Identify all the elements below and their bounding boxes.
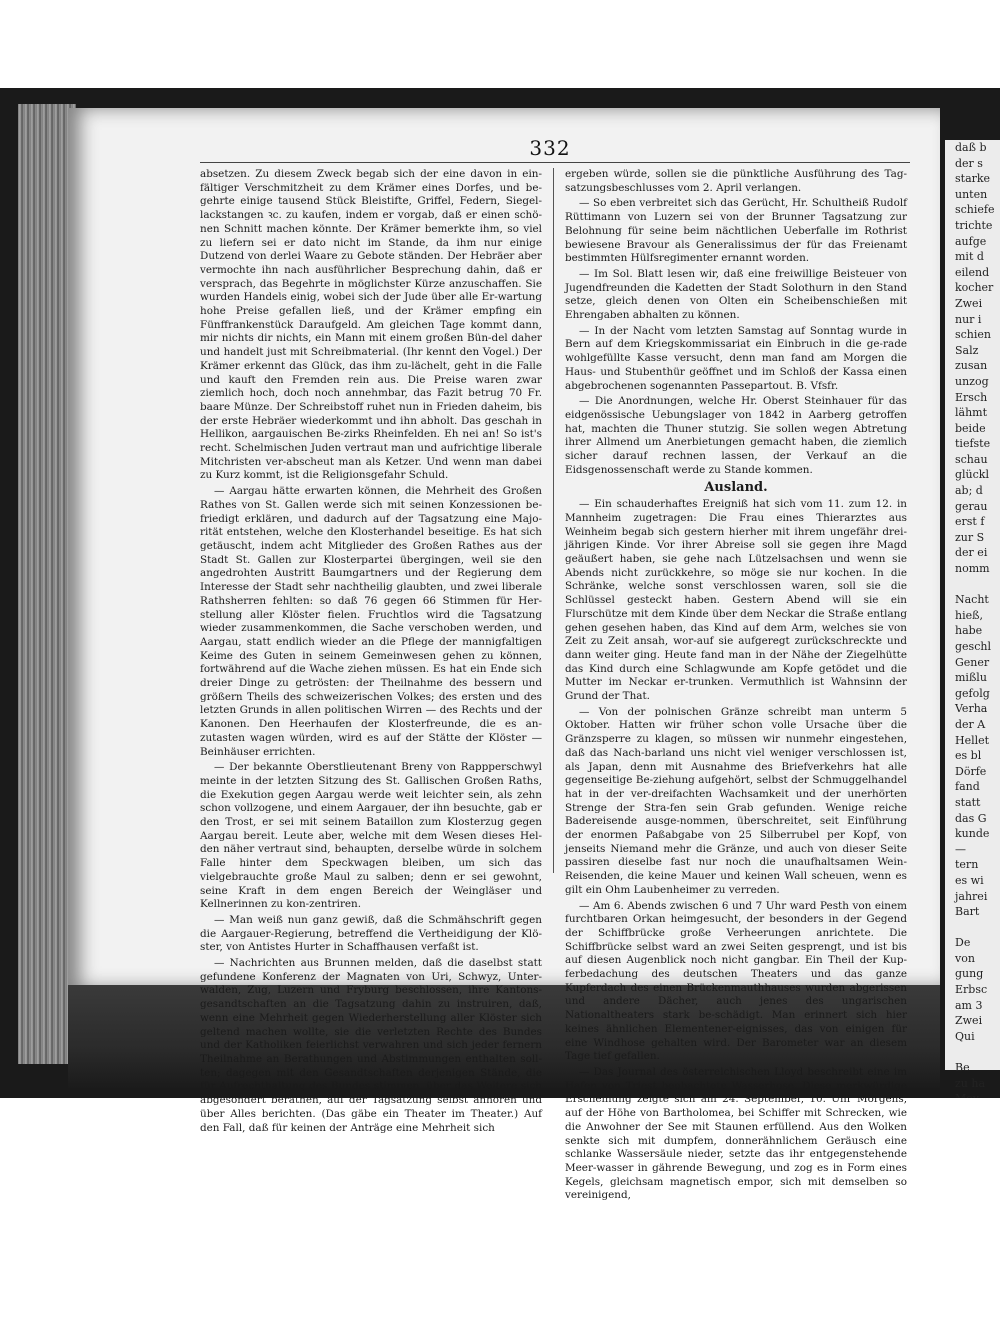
paragraph: absetzen. Zu diesem Zweck begab sich der eine davon in ein-fältiger Verschmitzheit zu dem Krämer eines Dorfes, und be-gehrte einige tausend Stück Bleistifte, Griffel, Federn, Siegel-lackstangen ꝛc. zu kaufen, indem er vorgab, daß er einen schö-nen Schnitt machen könnte. Der Krämer bemerkte ihm, so viel zu liefern sei er dato nicht im Stande, da ihm nur einige Dutzend von derlei Waare zu Gebote ständen. Der Hebräer aber vermochte ihn nach ausführlicher Besprechung dahin, daß er versprach, das Begehrte in möglichster Kürze anzuschaffen. Sie wurden Handels einig, wobei sich der Jude über alle Er-wartung hohe Preise gefallen ließ, und der Krämer empfing ein Fünffrankenstück Daraufgeld. Am gleichen Tage kommt dann, mir nichts dir nichts, ein Mann mit einem großen Bün-del daher und handelt just mit Schreibmaterial. (Ihr kennt den Vogel.) Der Krämer erkennt das Glück, das ihm zu-lächelt, geht in die Falle und kauft den Fremden rein aus. Die Preise waren zwar ziemlich hoch, doch noch annehmbar, das Fazit betrug 70 Fr. baare Münze. Der Schreibstoff ruhet nun in Frieden daheim, bis der erste Hebräer wiederkommt und ihn abholt. Das geschah in Hellikon, aargauischen Be-zirks Rheinfelden. Eh nei an! So ist's recht. Schelmischen Juden vertraut man und aufrichtige liberale Mitchristen ver-abscheut man als Ketzer. Und wenn man dabei zu Kurz kommt, ist die Religionsgefahr Schuld. xyxy=(200,168,542,482)
next-page-line: Bart xyxy=(955,905,980,919)
paragraph: — Ein schauderhaftes Ereigniß hat sich vom 11. zum 12. in Mannheim zugetragen: Die Frau eines Thierarztes aus Weinheim begab sich gestern hierher mit ihrem ungefähr drei-jährigen Kinde. Vor ihrer Abreise soll sie gegen ihre Magd geäußert haben, sie gehe nach Lützelsachsen und wenn sie Abends nicht zurückkehre, so möge sie nur kochen. In die Schränke, welche sonst verschlossen waren, soll sie die Schlüssel gesteckt haben. Gestern Abend will sie ein Flurschütze mit dem Kinde über dem Neckar die Straße entlang gehen gesehen haben, das Kind auf dem Arm, welches sie von Zeit zu Zeit ansah, wor-auf sie aufgeregt zurückschreckte und dann weiter ging. Heute fand man in der Nähe der Ziegelhütte das Kind durch eine Schlagwunde am Kopfe getödet und die Mutter im Neckar er-trunken. Vermuthlich ist Wahnsinn der Grund der That. xyxy=(565,498,907,703)
next-page-line: starke xyxy=(955,172,991,186)
next-page-line: beide xyxy=(955,421,986,435)
next-page-line: kocher xyxy=(955,281,994,295)
next-page-line: mit d xyxy=(955,250,984,264)
next-page-line: Qui xyxy=(955,1029,975,1043)
next-page-line xyxy=(945,920,1000,936)
next-page-line: schau xyxy=(955,452,988,466)
next-page-line: aufge xyxy=(955,234,987,248)
paragraph: — Von der polnischen Gränze schreibt man unterm 5 Oktober. Hatten wir früher schon volle Ursache über die Gränzsperre zu klagen, so müssen wir nunmehr eingestehen, daß das Nach-barland uns nicht viel weniger verschlossen ist, als Japan, denn mit Ausnahme des Briefverkehrs hat alle gegenseitige Be-ziehung aufgehört, selbst der Schmuggelhandel hat in der ver-dreifachten Wachsamkeit und der unerhörten Strenge der Stra-fen sein Grab gefunden. Wenige reiche Badereisende ausge-nommen, überschreitet, seit Einführung der enormen Paßabgabe von 25 Silberrubel per Kopf, von jenseits Niemand mehr die Gränze, und auch von dieser Seite passiren dieselbe fast nur noch die unaufhaltsamen Wein-Reisenden, die keine Mauer und keinen Wall scheuen, wenn es gilt ein Ohm Laubenheimer zu verreden. xyxy=(565,705,907,896)
next-page-line: Hellet xyxy=(955,733,990,747)
next-page-line: Be xyxy=(955,1061,970,1075)
next-page-line: tern xyxy=(955,858,979,872)
next-page-line: daß b xyxy=(955,141,987,154)
next-page-line: nomm xyxy=(955,562,990,576)
next-page-line: lähmt xyxy=(955,406,988,420)
paragraph: — Der bekannte Oberstlieutenant Breny von Rappperschwyl meinte in der letzten Sitzung des St. Gallischen Großen Raths, die Exekution gegen Aargau werde weit leichter sein, als zehn schon vollzogene, und einem Aargauer, der ihn besuchte, gab er den Trost, er sei mit seinem Bataillon zum Klosterzug gegen Aargau bereit. Leute aber, welche mit dem Wesen dieses Hel-den näher vertraut sind, behaupten, derselbe würde in solchem Falle hinter dem Speckwagen bleiben, um sich das vielgebrauchte große Maul zu salben; denn er sei gewohnt, seine Kraft in dem engen Bereich der Weingläser und Kellnerinnen zu kon-zentriren. xyxy=(200,761,542,911)
page-number: 332 xyxy=(529,136,571,160)
scan-margin-top xyxy=(0,0,1000,88)
next-page-line: der s xyxy=(955,156,983,170)
next-page-line: kunde xyxy=(955,827,990,841)
next-page-line: mißlu xyxy=(955,671,987,685)
next-page-line: zusan xyxy=(955,359,988,373)
next-page-fragment xyxy=(945,140,1000,1090)
next-page-line: unzog xyxy=(955,374,989,388)
next-page-line: De xyxy=(955,936,971,950)
paragraph: — Nachrichten aus Brunnen melden, daß die daselbst statt gefundene Konferenz der Magnaten von Uri, Schwyz, Unter-walden, Zug, Luzern und Fryburg beschlossen, ihre Kantons-gesandtschaften an die Tagsatzung dahin zu instruiren, daß, wenn eine Mehrheit gegen Wiederherstellung aller Klöster sich geltend machen wollte, sie die verletzten Rechte des Bundes und der Katholiken feierlichst verwahren und sich jeder fernern Theilnahme an Berathungen und Abstimmungen enthalten soll-ten; dagegen mit den Gesandtschaften derjenigen Stände, die für Aufrechthaltung des Bundes stimmen, über das Weitere sich abgesondert berathen, auf der Tagsatzung selbst anhören und über Alles berichten. (Das gäbe ein Theater im Theater.) Auf den Fall, daß für keinen der Anträge eine Mehrheit sich xyxy=(200,957,542,1134)
next-page-line: — xyxy=(955,842,966,856)
next-page-line: das G xyxy=(955,811,987,825)
next-page-line: am 3 xyxy=(955,998,983,1012)
next-page-line: der ei xyxy=(955,546,988,560)
column-divider xyxy=(553,168,554,873)
next-page-line: erst f xyxy=(955,515,985,529)
next-page-line: schiefe xyxy=(955,203,995,217)
next-page-line: gerau xyxy=(955,499,988,513)
paragraph: — So eben verbreitet sich das Gerücht, Hr. Schultheiß Rudolf Rüttimann von Luzern sei von der Brunner Tagsatzung zur Belohnung für seine beim nächtlichen Ueberfalle im Rothrist bewiesene Bravour als Generalissimus der für das Freienamt bestimmten Hülfsregimenter ernannt worden. xyxy=(565,197,907,265)
next-page-line: Verha xyxy=(955,702,988,716)
next-page-line: Ersch xyxy=(955,390,988,404)
next-page-line: ab; d xyxy=(955,484,983,498)
next-page-line: von xyxy=(955,951,975,965)
next-page-line: Erbsc xyxy=(955,983,988,997)
next-page-line: gung xyxy=(955,967,984,981)
next-page-line: habe xyxy=(955,624,983,638)
paragraph: — In der Nacht vom letzten Samstag auf Sonntag wurde in Bern auf dem Kriegskommissariat ein Einbruch in die ge-rade wohlgefüllte Kasse versucht, denn man fand am Morgen die Haus- und Stubenthür geöffnet und im Schloß der Kassa einen abgebrochenen sogenannten Passepartout. B. Vfsfr. xyxy=(565,324,907,392)
next-page-line: eilend xyxy=(955,265,990,279)
next-page-line: es wi xyxy=(955,873,984,887)
next-page-line: Salz xyxy=(955,343,979,357)
next-page-line: schien xyxy=(955,328,992,342)
paragraph: — Am 6. Abends zwischen 6 und 7 Uhr ward Pesth von einem furchtbaren Orkan heimgesucht, der besonders in der Gegend der Schiffbrücke große Verheerungen anrichtete. Die Schiffbrücke selbst ward an zwei Seiten gesprengt, und ist bis auf diesen Augenblick noch nicht gangbar. Ein Theil der Kup-ferbedachung des deutschen Theaters und das ganze Kupferdach des einen Brückenmauthhauses wurden abgerissen und andere Dächer, auch jenes des ungarischen Nationaltheaters stark be-schädigt. Man erinnert sich hier keines ähnlichen Elementener-eignisses, das von einigen für eine Windhose gehalten wird. Der Barometer war an diesem Tage tief gefallen. xyxy=(565,899,907,1063)
next-page-line: glückl xyxy=(955,468,989,482)
next-page-line: gefolg xyxy=(955,686,990,700)
next-page-line: Nacht xyxy=(955,593,989,607)
paragraph: — Im Sol. Blatt lesen wir, daß eine freiwillige Beisteuer von Jugendfreunden die Kadetten der Stadt Solothurn in den Stand setze, gleich denen von Olten ein Scheibenschießen mit Ehrengaben abhalten zu können. xyxy=(565,267,907,322)
next-page-line: zur S xyxy=(955,530,985,544)
paragraph: — Das Journal des österreichischen Lloyd beschreibt eine im Hafen von Triest beobachtete Wasserhose. Diese merkwürdige Erscheinung zeigte sich am 24. September, 10. Uhr Morgens, auf der Höhe von Bartholomea, bei Schiffer mit Schrecken, wie die Anwohner der See mit Staunen erfüllend. Aus den Wolken senkte sich mit dumpfem, donnerähnlichem Geräusch eine schlanke Wassersäule nieder, setzte das ihr entgegenstehende Meer-wasser in gährende Bewegung, und zog es in Form eines Kegels, gleichsam magnetisch empor, sich mit demselben so vereinigend, xyxy=(565,1066,907,1202)
header-rule xyxy=(200,162,910,163)
next-page-line: fand xyxy=(955,780,980,794)
next-page-line: Dörfe xyxy=(955,764,987,778)
next-page-line: Zwei xyxy=(955,1014,983,1028)
left-column xyxy=(200,168,542,1137)
next-page-line: es bl xyxy=(955,749,982,763)
section-heading: Ausland. xyxy=(704,480,768,496)
next-page-line: nur i xyxy=(955,312,982,326)
right-column xyxy=(565,168,907,1205)
next-page-line: zu ha xyxy=(955,1076,986,1090)
paragraph: — Die Anordnungen, welche Hr. Oberst Steinhauer für das eidgenössische Uebungslager von 1842 in Aarberg getroffen hat, machten die Thuner stutzig. Sie sollen wegen Abtretung ihrer Allmend um Anerbietungen gemacht haben, die ziemlich sicher darauf rechnen lassen, der Verkauf an die Eidsgenossenschaft werde zu Stande kommen. xyxy=(565,395,907,476)
next-page-line: hieß, xyxy=(955,608,983,622)
paragraph: — Aargau hätte erwarten können, die Mehrheit des Großen Rathes von St. Gallen werde sich mit seinen Konzessionen be-friedigt erklären, und dadurch auf der Tagsatzung eine Majo-rität entstehen, welche den Klosterhandel beseitige. Es hat sich getäuscht, indem acht Mitglieder des Großen Rathes aus der Stadt St. Gallen zur Klosterpartei übergingen, weil sie den angedrohten Austritt Baumgartners und der Regierung dem Interesse der Stadt sehr nachtheilig glaubten, und zwei liberale Rathsherren fehlten: so daß 76 gegen 66 Stimmen für Her-stellung aller Klöster fielen. Fruchtlos wird die Tagsatzung wieder zusammenkommen, die Sache verschoben werden, und Aargau, statt endlich wieder an die Pflege der mannigfaltigen Keime des Guten in seinem Gemeinwesen gehen zu können, fortwährend auf die Wache ziehen müssen. Es hat ein Ende sich dreier Dinge zu getrösten: der Theilnahme des bessern und größern Theils des schweizerischen Volkes; des ersten und des letzten Grunds in allen politischen Wirren — des Rechts und der Kanonen. Den Heerhaufen der Klosterfreunde, die es an-zutasten wagen würden, wird es auf der Stätte der Klöster — Beinhäuser errichten. xyxy=(200,485,542,758)
next-page-line xyxy=(945,577,1000,593)
paragraph: — Man weiß nun ganz gewiß, daß die Schmähschrift gegen die Aargauer-Regierung, betreffend die Vertheidigung der Klö-ster, von Antistes Hurter in Schaffhausen verfaßt ist. xyxy=(200,913,542,954)
next-page-line: tiefste xyxy=(955,437,991,451)
next-page-line: trichte xyxy=(955,218,993,232)
next-page-line: unten xyxy=(955,187,988,201)
next-page-line: geschl xyxy=(955,640,991,653)
next-page-line: jahrei xyxy=(955,889,988,903)
next-page-line: der A xyxy=(955,717,986,731)
next-page-line: statt xyxy=(955,795,981,809)
next-page-line: Gener xyxy=(955,655,990,669)
next-page-line xyxy=(945,1044,1000,1060)
paragraph: ergeben würde, sollen sie die pünktliche Ausführung des Tag-satzungsbeschlusses vom 2. April verlangen. xyxy=(565,168,907,194)
next-page-line: Zwei xyxy=(955,296,983,310)
